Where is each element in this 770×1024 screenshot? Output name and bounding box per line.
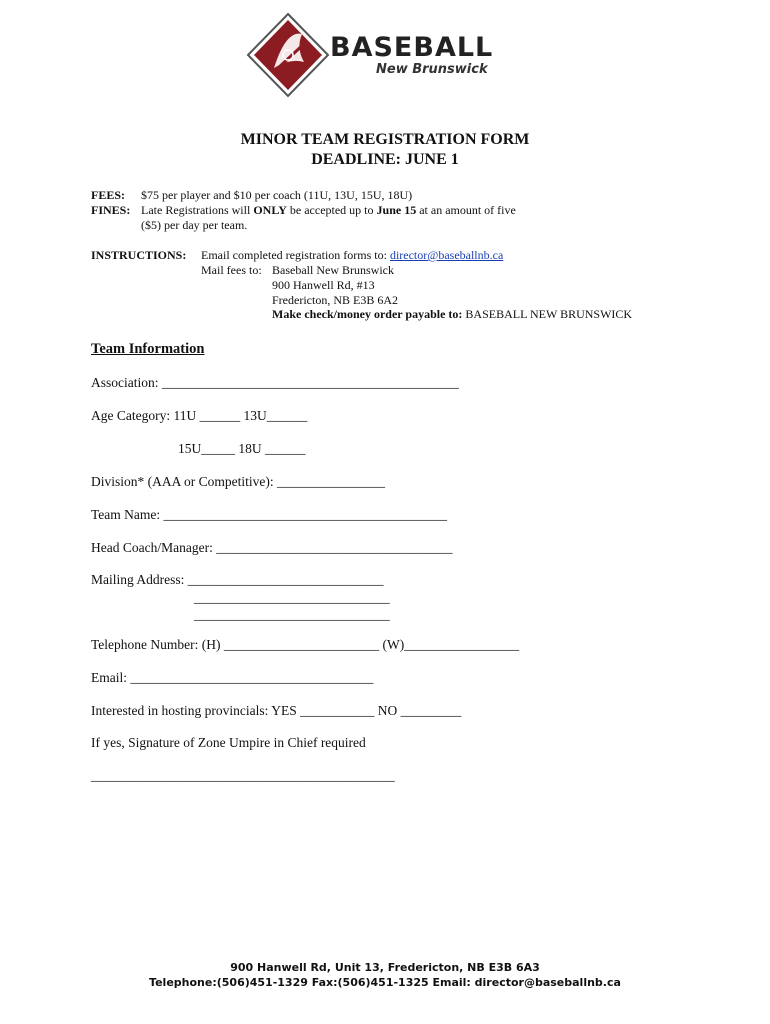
fines-label: FINES: (91, 203, 131, 217)
footer-address: 900 Hanwell Rd, Unit 13, Fredericton, NB E3B 6A3 (230, 961, 540, 974)
fines-text: Late Registrations will ONLY be accepted up to June 15 at an amount of five (141, 203, 516, 217)
deadline-title: DEADLINE: JUNE 1 (311, 151, 459, 168)
baseball-nb-logo (246, 12, 526, 98)
signature-line[interactable]: _____________________________________________ (91, 768, 395, 783)
payable-line: Make check/money order payable to: BASEBALL NEW BRUNSWICK (272, 307, 633, 321)
fees-label: FEES: (91, 188, 126, 202)
fees-text: $75 per player and $10 per coach (11U, 13U, 15U, 18U) (141, 188, 413, 202)
mail-address-line3: Fredericton, NB E3B 6A2 (272, 293, 398, 307)
signature-note: If yes, Signature of Zone Umpire in Chief required (91, 735, 366, 750)
telephone-field[interactable]: Telephone Number: (H) _______________________ (W)_________________ (91, 637, 519, 652)
mail-fees-label: Mail fees to: (201, 263, 262, 277)
instructions-label: INSTRUCTIONS: (91, 248, 187, 262)
mailing-address-line3[interactable]: _____________________________ (194, 607, 390, 622)
provincials-field[interactable]: Interested in hosting provincials: YES ___________ NO _________ (91, 703, 462, 718)
footer-contact: Telephone:(506)451-1329 Fax:(506)451-1325 Email: director@baseballnb.ca (149, 976, 621, 989)
director-email-link[interactable]: director@baseballnb.ca (389, 248, 504, 262)
association-field[interactable]: Association: ____________________________________________ (91, 375, 459, 390)
email-field[interactable]: Email: ____________________________________ (91, 670, 374, 685)
logo-sub-text: New Brunswick (376, 62, 488, 77)
fines-text-line2: ($5) per day per team. (141, 218, 248, 232)
team-name-field[interactable]: Team Name: __________________________________________ (91, 507, 448, 522)
instructions-email-line: Email completed registration forms to: director@baseballnb.ca (201, 248, 504, 262)
mail-address-line2: 900 Hanwell Rd, #13 (272, 278, 375, 292)
age-category-row1[interactable]: Age Category: 11U ______ 13U______ (91, 408, 308, 423)
team-info-heading: Team Information (91, 341, 205, 357)
form-title: MINOR TEAM REGISTRATION FORM (240, 131, 530, 148)
mailing-address-field[interactable]: Mailing Address: _____________________________ (91, 572, 384, 587)
mail-address-line1: Baseball New Brunswick (272, 263, 394, 277)
division-field[interactable]: Division* (AAA or Competitive): ________________ (91, 474, 385, 489)
mailing-address-line2[interactable]: _____________________________ (194, 590, 390, 605)
age-category-row2[interactable]: 15U_____ 18U ______ (178, 441, 306, 456)
logo-brand-text: BASEBALL (330, 32, 494, 63)
head-coach-field[interactable]: Head Coach/Manager: ___________________________________ (91, 540, 453, 555)
